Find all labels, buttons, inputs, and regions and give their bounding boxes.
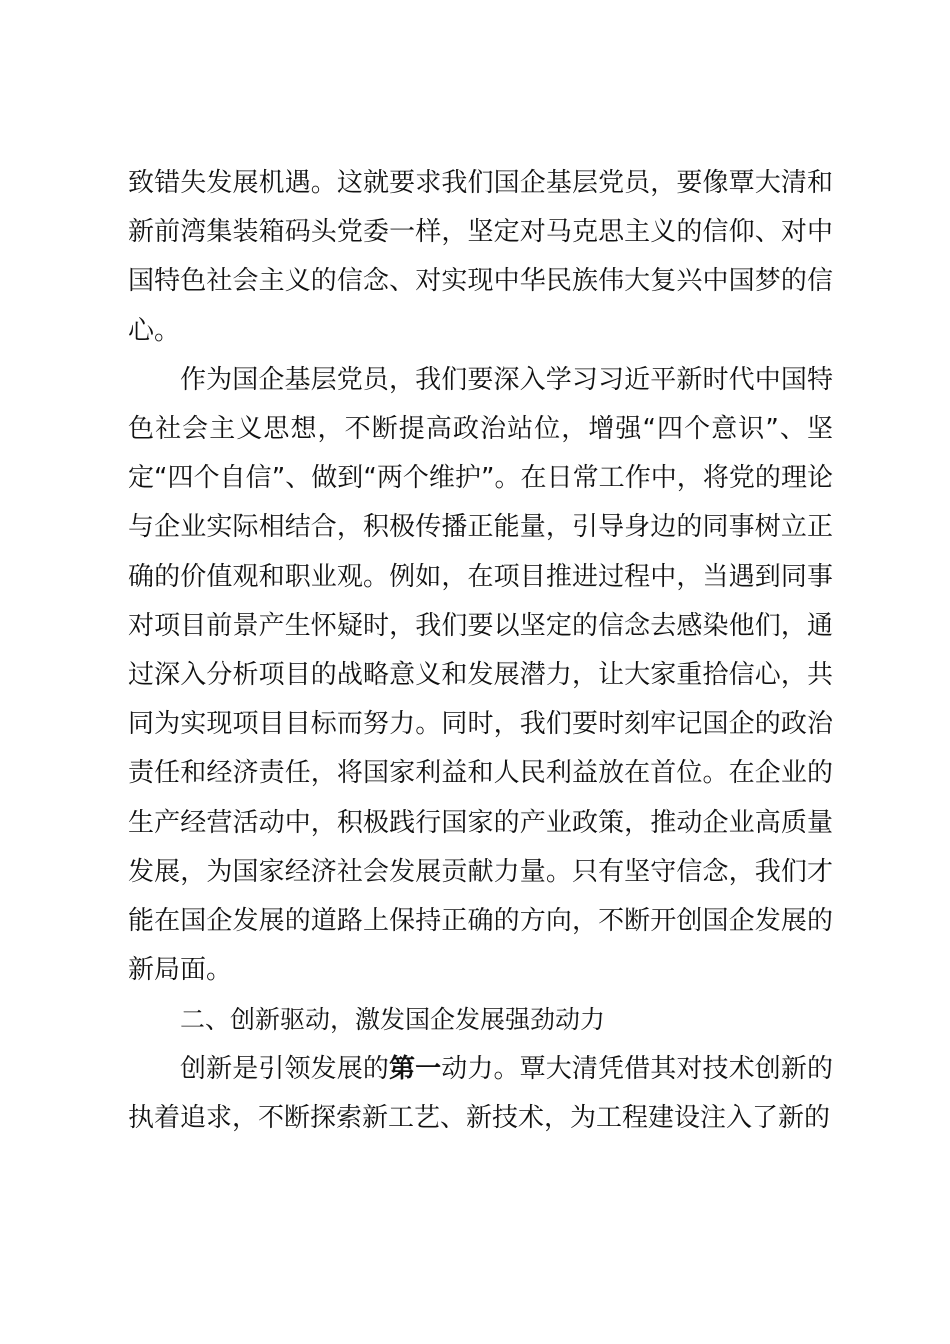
paragraph-continued: 致错失发展机遇。这就要求我们国企基层党员，要像覃大清和新前湾集装箱码头党委一样，坚定对马克思主义的信仰、对中国特色社会主义的信念、对实现中华民族伟大复兴中国梦的信心。 [128,168,833,346]
paragraph-party-member-duty: 作为国企基层党员，我们要深入学习习近平新时代中国特色社会主义思想，不断提高政治站位，增强“四个意识”、坚定“四个自信”、做到“两个维护”。在日常工作中，将党的理论与企业实际相结合，积极传播正能量，引导身边的同事树立正确的价值观和职业观。例如，在项目推进过程中，当遇到同事对项目前景产生怀疑时，我们要以坚定的信念去感染他们，通过深入分析项目的战略意义和发展潜力，让大家重拾信心，共同为实现项目目标而努力。同时，我们要时刻牢记国企的政治责任和经济责任，将国家利益和人民利益放在首位。在企业的生产经营活动中，积极践行国家的产业政策，推动企业高质量发展，为国家经济社会发展贡献力量。只有坚守信念，我们才能在国企发展的道路上保持正确的方向，不断开创国企发展的新局面。 [128,364,833,986]
section-heading: 二、创新驱动，激发国企发展强劲动力 [180,1005,606,1035]
paragraph-innovation [128,1045,833,1143]
paragraph-innovation-rest: 动力。覃大清凭借其对技术创新的执着追求，不断探索新工艺、新技术，为工程建设注入了新的 [128,1053,833,1133]
paragraph-innovation-start: 创新是引领发展的 [180,1053,389,1084]
paragraph-innovation-emphasis: 第一 [389,1053,442,1084]
document-body [128,159,833,1143]
